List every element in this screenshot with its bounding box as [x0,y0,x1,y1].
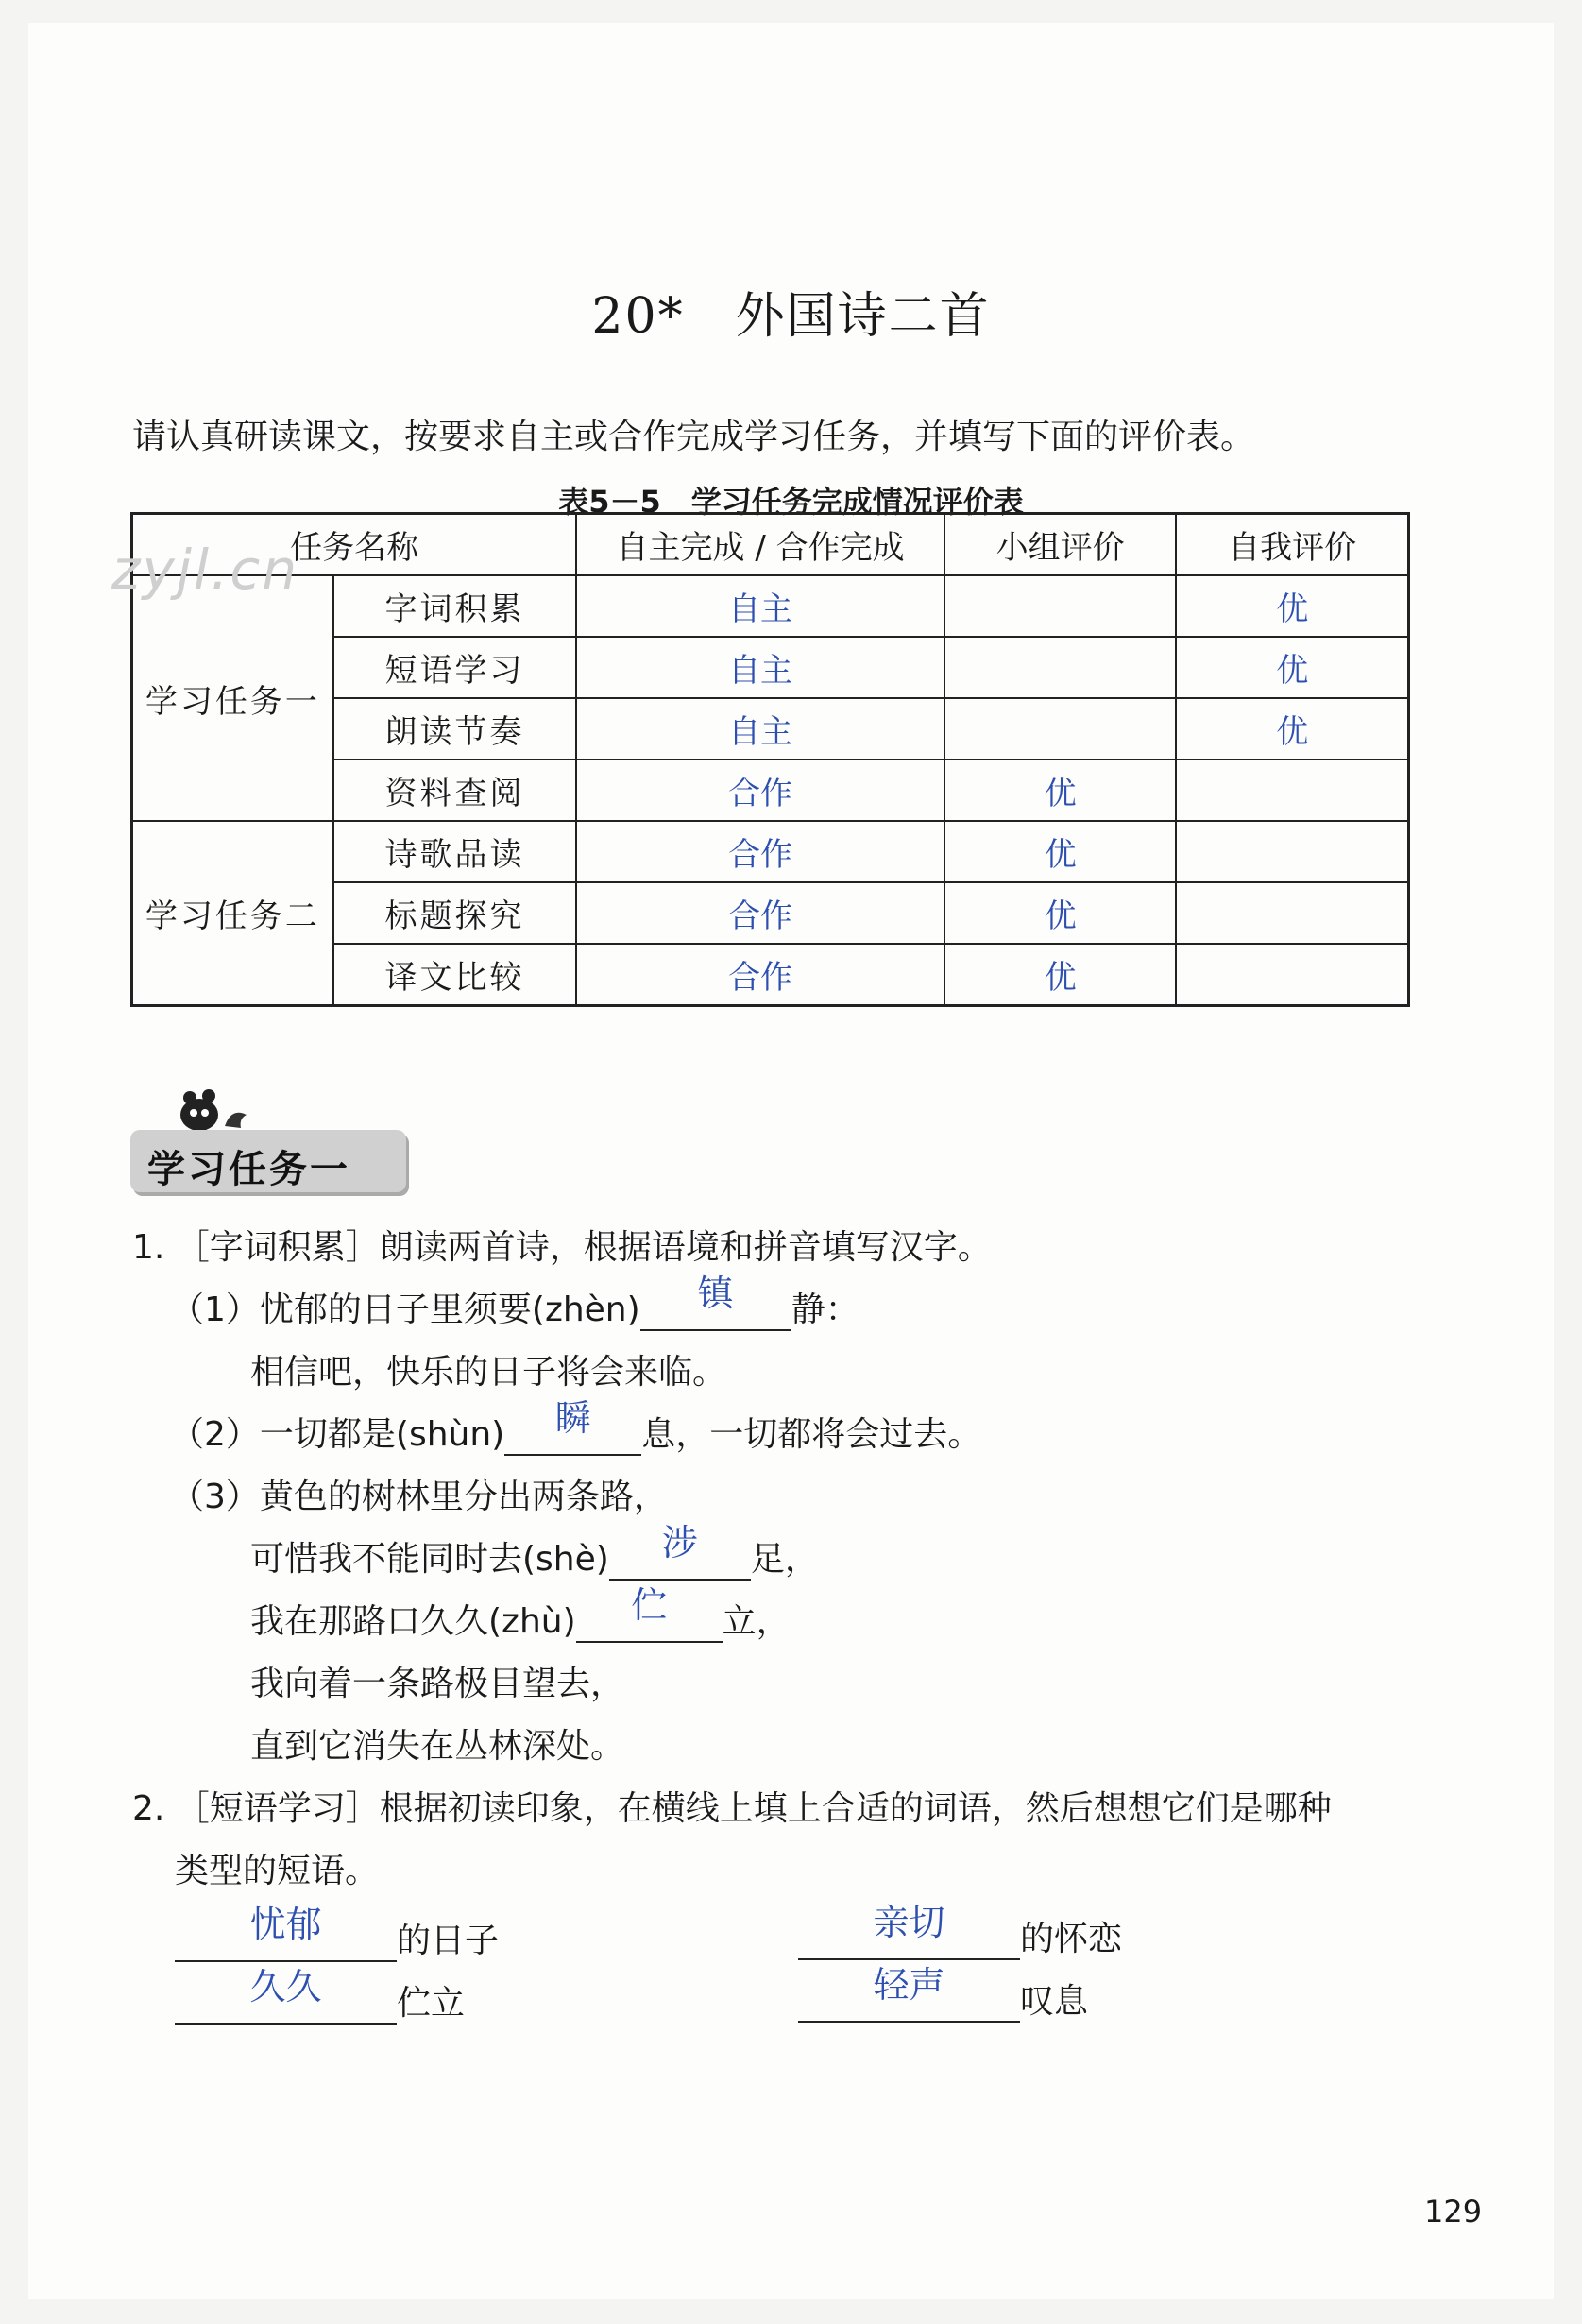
q1-line-3: （2）一切都是(shùn) 瞬 息，一切都将会过去。 [170,1408,981,1456]
group-eval-value: 优 [944,760,1177,821]
task-name: 字词积累 [333,575,576,637]
table-caption: 表5－5 学习任务完成情况评价表 [558,484,1024,520]
header-group-eval: 小组评价 [944,514,1177,576]
q1-line-2: 相信吧，快乐的日子将会来临。 [250,1353,727,1392]
group-name: 学习任务二 [132,821,333,1006]
group-eval-value: 优 [944,944,1177,1006]
task-name: 朗读节奏 [333,698,576,760]
table-row [132,821,1409,882]
banner-label: 学习任务一 [147,1148,350,1191]
mode-value: 合作 [576,760,944,821]
group-eval-value [944,575,1177,637]
group-eval-value [944,637,1177,698]
mode-value: 自主 [576,698,944,760]
self-eval-value [1176,821,1408,882]
answer-blank[interactable] [609,1522,751,1581]
mode-value: 自主 [576,575,944,637]
self-eval-value [1176,882,1408,944]
answer-text: 轻声 [873,1964,945,2006]
q1-prompt: 1. ［字词积累］朗读两首诗，根据语境和拼音填写汉字。 [132,1228,992,1267]
group-eval-value: 优 [944,882,1177,944]
q1-line-6: 我在那路口久久(zhù) 伫 立， [250,1595,791,1643]
mode-value: 合作 [576,944,944,1006]
group-name: 学习任务一 [132,575,333,821]
q2-answer-1: 忧郁 的日子 [175,1914,499,1962]
answer-text: 忧郁 [249,1904,322,1945]
answer-text: 亲切 [873,1902,945,1943]
task-name: 诗歌品读 [333,821,576,882]
header-task-name: 任务名称 [132,514,577,576]
q1-line-1: （1）忧郁的日子里须要(zhèn) 镇 静： [170,1283,859,1331]
task-name: 资料查阅 [333,760,576,821]
answer-blank[interactable] [576,1584,723,1643]
q1-line-5: 可惜我不能同时去(shè) 涉 足， [250,1532,819,1581]
answer-text: 瞬 [554,1397,591,1439]
header-mode: 自主完成 / 合作完成 [576,514,944,576]
self-eval-value [1176,944,1408,1006]
task-name: 译文比较 [333,944,576,1006]
self-eval-value: 优 [1176,575,1408,637]
answer-text: 伫 [631,1584,668,1626]
mode-value: 合作 [576,882,944,944]
answer-text: 镇 [697,1273,734,1314]
group-eval-value [944,698,1177,760]
q2-answer-2: 亲切 的怀恋 [798,1912,1122,1960]
answer-blank[interactable] [640,1273,791,1331]
page-title: 20* 外国诗二首 [591,288,991,345]
group-eval-value: 优 [944,821,1177,882]
q2-prompt: 2. ［短语学习］根据初读印象，在横线上填上合适的词语，然后想想它们是哪种 [132,1789,1332,1828]
table-row [132,575,1409,637]
task-name: 短语学习 [333,637,576,698]
self-eval-value [1176,760,1408,821]
q2-answer-3: 久久 伫立 [175,1976,465,2025]
evaluation-table [130,512,1410,1007]
mode-value: 自主 [576,637,944,698]
task-name: 标题探究 [333,882,576,944]
self-eval-value: 优 [1176,698,1408,760]
q1-line-4: （3）黄色的树林里分出两条路， [170,1478,668,1516]
q2-answer-4: 轻声 叹息 [798,1974,1088,2023]
instructions: 请认真研读课文，按要求自主或合作完成学习任务，并填写下面的评价表。 [132,418,1255,456]
answer-blank[interactable] [504,1397,641,1456]
page [28,23,1554,2299]
section-banner [130,1071,414,1204]
page-number: 129 [1424,2194,1483,2230]
mascot-icon [173,1071,258,1137]
answer-text: 久久 [249,1966,322,2008]
q1-line-7: 我向着一条路极目望去， [250,1665,625,1703]
answer-text: 涉 [661,1522,698,1564]
q1-line-8: 直到它消失在丛林深处。 [250,1727,625,1766]
watermark: zyjl.cn [111,538,299,602]
mode-value: 合作 [576,821,944,882]
self-eval-value: 优 [1176,637,1408,698]
header-self-eval: 自我评价 [1176,514,1408,576]
table-header-row [132,514,1409,576]
q2-prompt-cont: 类型的短语。 [175,1852,380,1890]
